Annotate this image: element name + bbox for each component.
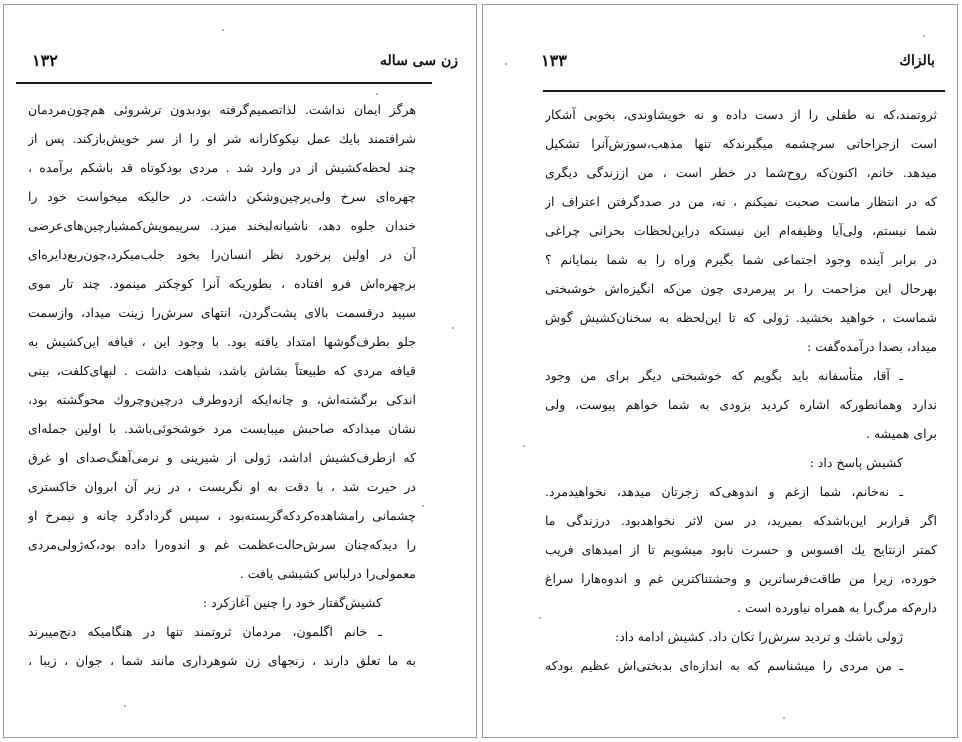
text-line: بهرحال این مزاحمت را بر پیرمردی چون من‌که انگیزه‌اش خوشبختی: [545, 281, 937, 296]
left-body-text: [28, 95, 416, 675]
left-page-number: ۱۳۲: [32, 51, 58, 70]
text-line: چشمانی رامشاهده‌کردکه‌گریسته‌بود ، سپس گردادگرد چانه و نیمرخ او: [28, 508, 416, 523]
text-line: که در انتظار ماست صحبت نمیکنم ، نه، من در صددگرفتن اعتراف از: [545, 194, 937, 209]
scan-speck: [539, 617, 541, 619]
text-line: ژولی باشك و تردید سرش‌را تکان داد. کشیش ادامه داد:: [614, 629, 903, 644]
text-line: در حیرت شد ، با دقت به او نگریست ، در زیر آن ابروان خاکستری: [28, 479, 416, 494]
text-line: آن در اولین برخورد نظر انسان‌را بخود جلب‌میکرد،چون‌ربع‌دایره‌ای: [28, 247, 416, 262]
scan-speck: [505, 63, 507, 65]
text-line: جلو بطرف‌گوشها امتداد یافته بود. با وجود این ، قیافه این‌کشیش به: [28, 334, 416, 349]
text-line: میدهد. خانم، اکنون‌که روح‌شما در خطر است ، من اززندگی دیگری: [545, 165, 937, 180]
left-page: [3, 4, 477, 738]
text-line: برچهره‌اش فرو افتاده ، بطوریکه آنرا کوچکتر مینمود. چند تار موی: [28, 276, 416, 291]
scan-speck: [222, 29, 224, 31]
right-header-rule: [543, 90, 945, 92]
right-running-head: [541, 51, 935, 73]
left-running-head: [32, 51, 458, 73]
text-line: را دیدکه‌چنان سرش‌حالت‌عظمت غم و اندوه‌را داده بود،که‌ژولی‌مردی: [28, 537, 416, 552]
text-line: کشیش‌گفتار خود را چنین آغازکرد :: [202, 595, 382, 610]
scan-speck: [422, 505, 424, 507]
text-line: نشان میداد‌که صاحبش میبایست مرد خوشخوئی‌باشد. با اولین جمله‌ای: [28, 421, 416, 436]
right-body-text: [545, 100, 937, 680]
text-line: سپید درقسمت بالای پشت‌گردن، انتهای سرش‌را زینت میداد، وازسمت: [28, 305, 416, 320]
text-line: ندارد وهمانطورکه اشاره کردید بزودی به شما خواهم پیوست، ولی: [545, 397, 937, 412]
text-line: ـ آقا، متأسفانه باید بگویم که خوشبختی دیگر برای من وجود: [545, 368, 903, 383]
scan-speck: [376, 93, 378, 95]
text-line: دارم‌که مرگ‌را به همراه نیاورده است .: [737, 600, 937, 615]
text-line: چهره‌ای سرخ ولی‌پرچین‌وشکن داشت. در حالیکه میخواست خود را: [28, 189, 416, 204]
text-line: قیافه مردی که طبیعتاً بشاش باشد، شباهت داشت . لبهای‌کلفت، بینی: [28, 363, 416, 378]
text-line: خندان جلوه دهد، ناشیانه‌لبخند میزد. سرپیمویش‌کمشیارچین‌های‌عرضی: [28, 218, 416, 233]
scan-speck: [124, 705, 126, 707]
scan-speck: [923, 35, 925, 37]
left-running-title: زن سی ساله: [380, 53, 458, 69]
text-line: معمولی‌را درلباس کشیشی یافت .: [239, 566, 416, 581]
text-line: در برابر آینده وجود اجتماعی شما بگیرم وراه را به شما بنمایانم ؟: [545, 252, 937, 267]
right-page: [482, 4, 958, 738]
text-line: ـ خانم اگلمون، مردمان ثروتمند تنها در هنگامیکه دنج‌میبرند: [28, 624, 382, 639]
text-line: ثروتمند،که نه طفلی را از دست داده و نه خویشاوندی، بخوبی آشکار: [545, 107, 937, 122]
scan-speck: [523, 445, 525, 447]
text-line: چند لحظه‌کشیش از در وارد شد . مردی بودکوتاه قد باشکم برآمده ،: [28, 160, 416, 175]
text-line: برای همیشه .: [866, 426, 937, 441]
text-line: شرافتمند بایك عمل نیکوکارانه شر او را از سر خویش‌بازکند. پس از: [28, 131, 416, 146]
text-line: شما نیستم، ولی‌آیا وظیفه‌ام این نیستکه دراین‌لحظات بحرانی چراغی: [545, 223, 937, 238]
text-line: ـ نه‌خانم، شما ازغم و اندوهی‌که زجرتان میدهد، نخواهیدمرد.: [545, 484, 903, 499]
scan-speck: [452, 327, 454, 329]
text-line: اگر قراربر این‌باشدکه بمیرید، در سن لاثر نخواهدبود. درزندگی ما: [545, 513, 937, 528]
text-line: ـ من مردی را میشناسم که به اندازه‌ای بدبختی‌اش عظیم بودکه: [545, 658, 903, 673]
text-line: میداد، بصدا درآمده‌گفت :: [806, 339, 937, 354]
left-header-rule: [16, 82, 432, 84]
text-line: کشیش پاسخ داد :: [809, 455, 903, 470]
text-line: اندکی برگشته‌اش، و چانه‌ایکه ازدوطرف درچین‌وچروك محوگشته بود،: [28, 392, 416, 407]
text-line: کمتر ازنتایج یك افسوس و حسرت نابود میشویم تا از امیدهای فریب‌: [545, 542, 937, 557]
text-line: خورده، زیرا من طاقت‌فرساترین و وحشتناکترین غم و اندوه‌هارا سراغ: [545, 571, 937, 586]
text-line: که ازطرف‌کشیش اداشد، ژولی از شیرینی و نرمی‌آهنگ‌صدای او غرق: [28, 450, 416, 465]
text-line: هرگز ایمان نداشت. لذاتصمیم‌گرفته بودبدون ترشروئی هم‌چون‌مردمان: [28, 102, 416, 117]
right-running-title: بالزاك: [899, 53, 935, 69]
text-line: است ازجراحاتی سرچشمه میگیرندکه تنها مذهب،سوزش‌آنرا تشکیل: [545, 136, 937, 151]
scan-speck: [783, 717, 785, 719]
text-line: شماست ، خواهید بخشید. ژولی که تا این‌لحظه به سخنان‌کشیش گوش: [545, 310, 937, 325]
right-page-number: ۱۳۳: [541, 51, 567, 70]
text-line: به ما تعلق دارند ، زنجهای زن شوهرداری مانند شما ، جوان ، زیبا ،: [28, 653, 416, 668]
